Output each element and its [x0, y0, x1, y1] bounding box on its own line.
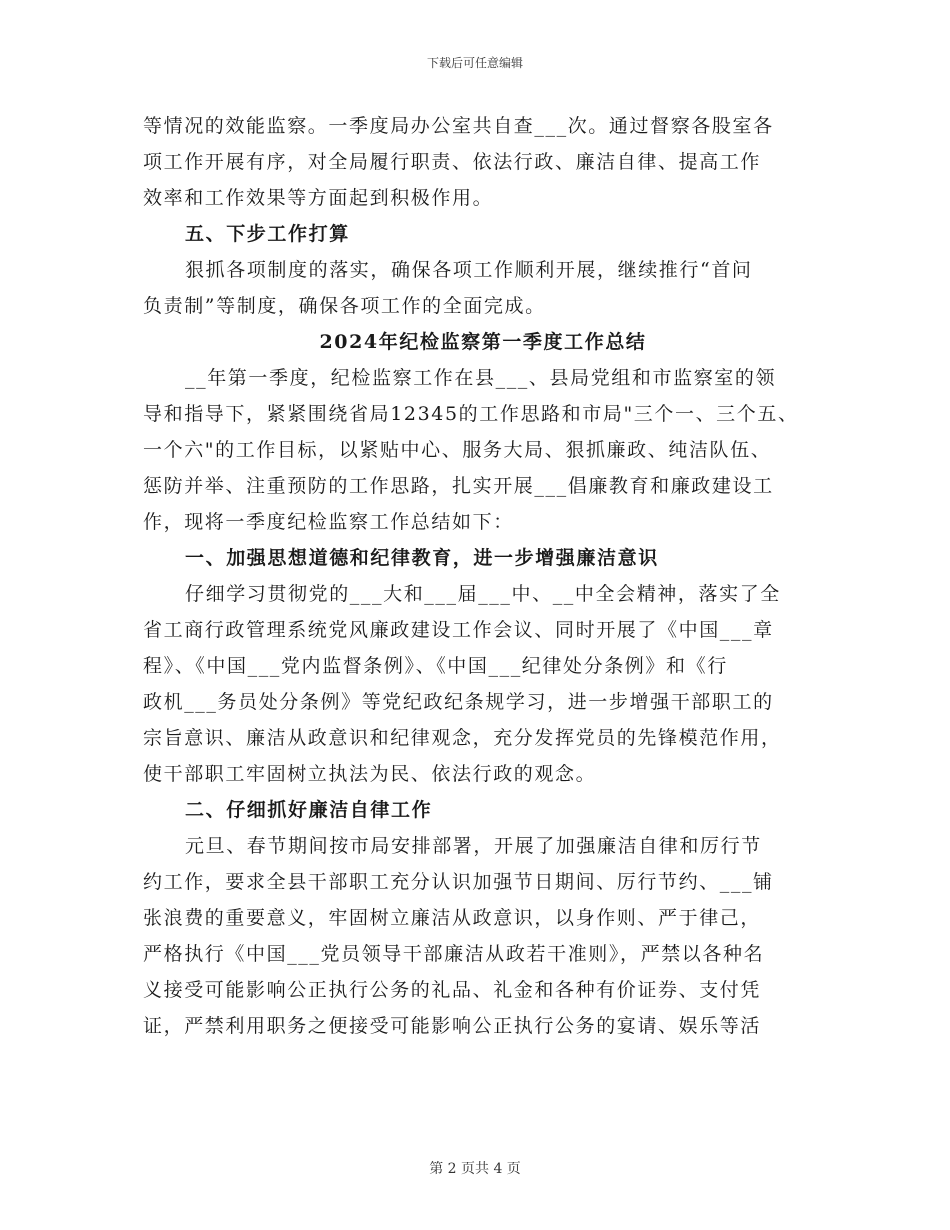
- paragraph-line: 狠抓各项制度的落实，确保各项工作顺利开展，继续推行“首问: [185, 259, 753, 281]
- paragraph-line: 仔细学习贯彻党的___大和___届___中、__中全会精神，落实了全: [185, 583, 781, 605]
- document-body: [143, 108, 813, 1044]
- paragraph-line: 宗旨意识、廉洁从政意识和纪律观念，充分发挥党员的先锋模范作用，: [143, 727, 782, 749]
- section-heading: 五、下步工作打算: [185, 223, 350, 245]
- page-header: 下载后可任意编辑: [426, 56, 523, 70]
- paragraph-line: 省工商行政管理系统党风廉政建设工作会议、同时开展了《中国___章: [143, 619, 774, 641]
- paragraph-line: 导和指导下，紧紧围绕省局12345的工作思路和市局"三个一、三个五、: [143, 403, 799, 425]
- paragraph-line: 约工作，要求全县干部职工充分认识加强节日期间、厉行节约、___铺: [143, 871, 774, 893]
- document-title: 2024年纪检监察第一季度工作总结: [319, 331, 647, 353]
- paragraph-line: 使干部职工牢固树立执法为民、依法行政的观念。: [143, 763, 597, 785]
- section-heading: 一、加强思想道德和纪律教育，进一步增强廉洁意识: [185, 547, 659, 569]
- paragraph-line: 严格执行《中国___党员领导干部廉洁从政若干准则》，严禁以各种名: [143, 943, 765, 965]
- paragraph-line: 政机___务员处分条例》等党纪政纪条规学习，进一步增强干部职工的: [143, 691, 774, 713]
- paragraph-line: 一个六"的工作目标，以紧贴中心、服务大局、狠抓廉政、纯洁队伍、: [143, 439, 772, 461]
- paragraph-line: 效率和工作效果等方面起到积极作用。: [143, 187, 494, 209]
- paragraph-line: 项工作开展有序，对全局履行职责、依法行政、廉洁自律、提高工作: [143, 151, 762, 173]
- paragraph-line: 元旦、春节期间按市局安排部署，开展了加强廉洁自律和厉行节: [185, 835, 762, 857]
- paragraph-line: 等情况的效能监察。一季度局办公室共自查___次。通过督察各股室各: [143, 115, 774, 137]
- paragraph-line: 负责制”等制度，确保各项工作的全面完成。: [143, 295, 546, 317]
- paragraph-line: 作，现将一季度纪检监察工作总结如下：: [143, 511, 514, 533]
- paragraph-line: 张浪费的重要意义，牢固树立廉洁从政意识，以身作则、严于律己，: [143, 907, 762, 929]
- page-footer: 第 2 页共 4 页: [429, 1161, 521, 1177]
- paragraph-line: 程》、《中国___党内监督条例》、《中国___纪律处分条例》和《行: [143, 655, 728, 677]
- paragraph-line: __年第一季度，纪检监察工作在县___、县局党组和市监察室的领: [185, 367, 777, 389]
- paragraph-line: 证，严禁利用职务之便接受可能影响公正执行公务的宴请、娱乐等活: [143, 1015, 762, 1037]
- paragraph-line: 义接受可能影响公正执行公务的礼品、礼金和各种有价证券、支付凭: [143, 979, 762, 1001]
- paragraph-line: 惩防并举、注重预防的工作思路，扎实开展___倡廉教育和廉政建设工: [143, 475, 774, 497]
- section-heading: 二、仔细抓好廉洁自律工作: [185, 799, 433, 821]
